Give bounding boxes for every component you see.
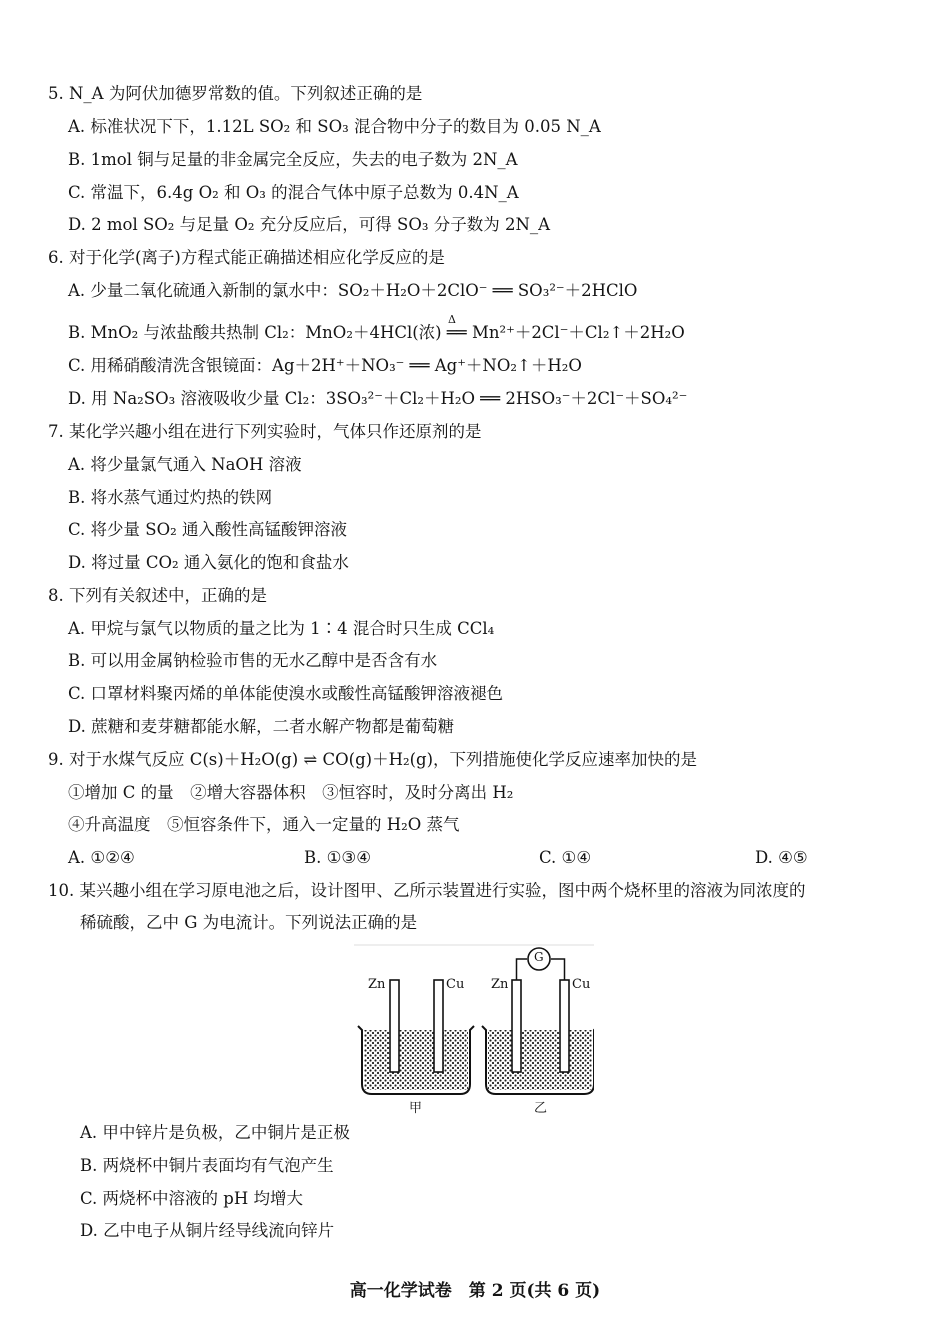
label-yi: 乙 bbox=[534, 1101, 548, 1116]
q7-option-d: D. 将过量 CO₂ 通入氨化的饱和食盐水 bbox=[68, 553, 349, 572]
galvanic-cell-figure bbox=[354, 944, 594, 1114]
q5-option-a: A. 标准状况下下，1.12L SO₂ 和 SO₃ 混合物中分子的数目为 0.05 N_A bbox=[68, 117, 601, 136]
q7-option-c: C. 将少量 SO₂ 通入酸性高锰酸钾溶液 bbox=[68, 520, 347, 539]
q8-option-d: D. 蔗糖和麦芽糖都能水解，二者水解产物都是葡萄糖 bbox=[68, 717, 455, 736]
q8-option-a: A. 甲烷与氯气以物质的量之比为 1∶4 混合时只生成 CCl₄ bbox=[68, 619, 495, 638]
q6-stem: 6. 对于化学(离子)方程式能正确描述相应化学反应的是 bbox=[48, 248, 445, 267]
wire-right bbox=[551, 959, 565, 980]
cu-label-yi: Cu bbox=[572, 977, 591, 992]
q10-option-a: A. 甲中锌片是负极，乙中铜片是正极 bbox=[80, 1123, 350, 1142]
beaker-jia bbox=[358, 980, 474, 1094]
zn-electrode-yi bbox=[512, 980, 521, 1072]
q6-option-c: C. 用稀硝酸清洗含银镜面：Ag＋2H⁺＋NO₃⁻ ══ Ag⁺＋NO₂↑＋H₂O bbox=[68, 356, 582, 375]
q9-option-c: C. ①④ bbox=[539, 848, 592, 867]
solution-jia bbox=[364, 1030, 468, 1090]
q8-option-c: C. 口罩材料聚丙烯的单体能使溴水或酸性高锰酸钾溶液褪色 bbox=[68, 684, 504, 703]
zn-label-jia: Zn bbox=[368, 977, 386, 992]
beakers-diagram bbox=[354, 944, 594, 1114]
wire-left bbox=[517, 959, 528, 980]
label-jia: 甲 bbox=[409, 1101, 423, 1116]
q10-option-b: B. 两烧杯中铜片表面均有气泡产生 bbox=[80, 1156, 334, 1175]
q10-stem: 10. 某兴趣小组在学习原电池之后，设计图甲、乙所示装置进行实验，图中两个烧杯里的溶液为同浓度的 bbox=[48, 881, 806, 900]
galvanometer-label: G bbox=[534, 950, 544, 964]
q9-option-b: B. ①③④ bbox=[304, 848, 371, 867]
solution-yi bbox=[488, 1030, 592, 1090]
q10-option-c: C. 两烧杯中溶液的 pH 均增大 bbox=[80, 1189, 303, 1208]
beaker-yi bbox=[482, 948, 594, 1094]
zn-electrode-jia bbox=[390, 980, 399, 1072]
cu-electrode-yi bbox=[560, 980, 569, 1072]
q5-option-c: C. 常温下，6.4g O₂ 和 O₃ 的混合气体中原子总数为 0.4N_A bbox=[68, 183, 519, 202]
cu-label-jia: Cu bbox=[446, 977, 465, 992]
q6-option-b: B. MnO₂ 与浓盐酸共热制 Cl₂：MnO₂＋4HCl(浓) ══ Mn²⁺＋2Cl⁻＋Cl₂↑＋2H₂O bbox=[68, 323, 685, 342]
q6-option-a: A. 少量二氧化硫通入新制的氯水中：SO₂＋H₂O＋2ClO⁻ ══ SO₃²⁻＋2HClO bbox=[68, 281, 638, 300]
q9-measures-1: ①增加 C 的量 ②增大容器体积 ③恒容时，及时分离出 H₂ bbox=[68, 783, 514, 802]
q7-option-b: B. 将水蒸气通过灼热的铁网 bbox=[68, 488, 273, 507]
q9-stem: 9. 对于水煤气反应 C(s)＋H₂O(g) ⇌ CO(g)＋H₂(g)，下列措施使化学反应速率加快的是 bbox=[48, 750, 698, 769]
q5-option-d: D. 2 mol SO₂ 与足量 O₂ 充分反应后，可得 SO₃ 分子数为 2N_A bbox=[68, 215, 551, 234]
q6-option-d: D. 用 Na₂SO₃ 溶液吸收少量 Cl₂：3SO₃²⁻＋Cl₂＋H₂O ══ 2HSO₃⁻＋2Cl⁻＋SO₄²⁻ bbox=[68, 389, 688, 408]
q10-option-d: D. 乙中电子从铜片经导线流向锌片 bbox=[80, 1221, 335, 1240]
q9-option-a: A. ①②④ bbox=[68, 848, 135, 867]
q8-stem: 8. 下列有关叙述中，正确的是 bbox=[48, 586, 267, 605]
page-footer: 高一化学试卷 第 2 页(共 6 页) bbox=[349, 1281, 601, 1301]
q9-measures-2: ④升高温度 ⑤恒容条件下，通入一定量的 H₂O 蒸气 bbox=[68, 815, 460, 834]
q6-b-condition: Δ bbox=[448, 313, 456, 326]
q8-option-b: B. 可以用金属钠检验市售的无水乙醇中是否含有水 bbox=[68, 651, 438, 670]
zn-label-yi: Zn bbox=[491, 977, 509, 992]
cu-electrode-jia bbox=[434, 980, 443, 1072]
q5-stem: 5. N_A 为阿伏加德罗常数的值。下列叙述正确的是 bbox=[48, 84, 423, 103]
q5-option-b: B. 1mol 铜与足量的非金属完全反应，失去的电子数为 2N_A bbox=[68, 150, 518, 169]
q7-option-a: A. 将少量氯气通入 NaOH 溶液 bbox=[68, 455, 302, 474]
q10-stem-continued: 稀硫酸，乙中 G 为电流计。下列说法正确的是 bbox=[80, 913, 418, 932]
q7-stem: 7. 某化学兴趣小组在进行下列实验时，气体只作还原剂的是 bbox=[48, 422, 482, 441]
q9-option-d: D. ④⑤ bbox=[755, 848, 808, 867]
